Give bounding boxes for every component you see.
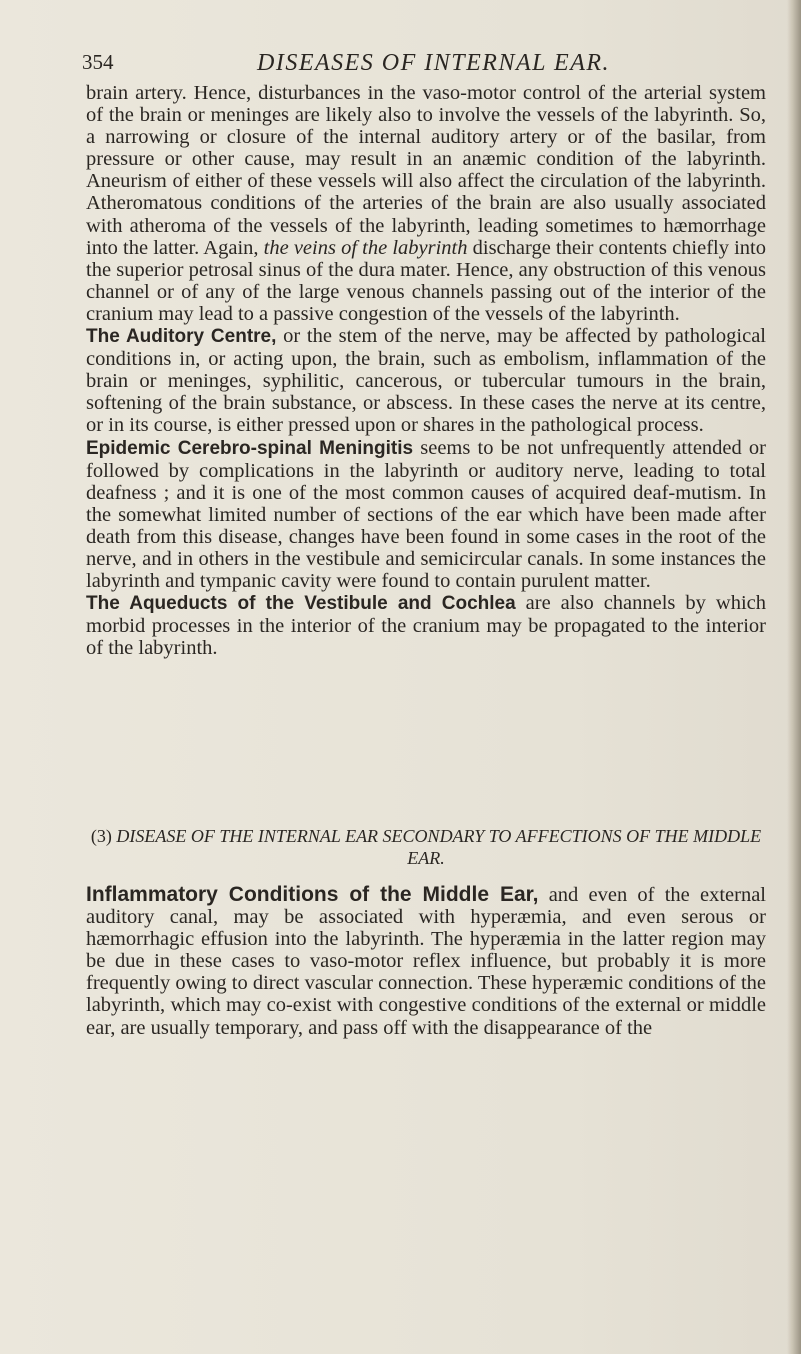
paragraph-auditory-centre <box>86 325 766 436</box>
section-heading <box>86 825 766 869</box>
section-body-text <box>86 884 766 1039</box>
paragraph-aqueducts-text: are also channels by which morbid processes in the interior of the cranium may be propagated to the interior of the labyrinth. <box>86 592 766 660</box>
page-edge-shadow <box>787 0 801 1354</box>
section-title: DISEASE OF THE INTERNAL EAR SECONDARY TO AFFECTIONS OF THE MIDDLE EAR. <box>116 826 762 868</box>
paragraph-inflammatory <box>86 884 766 1039</box>
paragraph-1-after: discharge their contents chiefly into the superior petrosal sinus of the dura mater. Hence, any obstruction of this venous channel or of any of the large venous channels passing out of the interior of the cranium may lead to a passive congestion of the vessels of the labyrinth. <box>86 236 767 325</box>
heading-inflammatory: Inflammatory Conditions of the Middle Ear, <box>86 883 539 906</box>
section-number: (3) <box>90 826 112 846</box>
heading-auditory-centre: The Auditory Centre, <box>86 326 277 348</box>
paragraph-aqueducts <box>86 592 766 659</box>
paragraph-meningitis <box>86 437 766 593</box>
paragraph-1-italic: the veins of the labyrinth <box>263 236 468 259</box>
heading-meningitis: Epidemic Cerebro-spinal Meningitis <box>86 437 414 459</box>
paragraph-inflammatory-text: and even of the external auditory canal, may be associated with hyperæmia, and even serous or hæmorrhagic effusion into the labyrinth. The hyperæmia in the latter region may be due in these cases to vaso-motor reflex influence, but probably it is more frequently owing to direct vascular connection. These hyperæmic conditions of the labyrinth, which may co-exist with congestive conditions of the external or middle ear, are usually temporary, and pass off with the disappearance of the <box>86 884 766 1039</box>
body-text <box>86 82 766 659</box>
paragraph-auditory-centre-text: or the stem of the nerve, may be affected by pathological conditions in, or acting upon, the brain, such as embolism, inflammation of the brain or meninges, syphilitic, cancerous, or tubercular tumours in the brain, softening of the brain substance, or abscess. In these cases the nerve at its centre, or in its course, is either pressed upon or shares in the pathological process. <box>86 325 766 437</box>
heading-aqueducts: The Aqueducts of the Vestibule and Cochlea <box>86 593 516 615</box>
running-title: DISEASES OF INTERNAL EAR. <box>257 50 611 76</box>
page-number: 354 <box>82 50 114 74</box>
paragraph-1 <box>86 82 766 325</box>
paragraph-meningitis-text: seems to be not unfrequently attended or followed by complications in the labyrinth or auditory nerve, leading to total deafness ; and it is one of the most common causes of acquired deaf-mutism. In the somewhat limited number of sections of the ear which have been made after death from this disease, changes have been found in some cases in the root of the nerve, and in others in the vestibule and semicircular canals. In some instances the labyrinth and tympanic cavity were found to contain purulent matter. <box>86 436 766 593</box>
paragraph-1-text: brain artery. Hence, disturbances in the vaso-motor control of the arterial system of the brain or meninges are likely also to involve the vessels of the labyrinth. So, a narrowing or closure of the internal auditory artery or of the basilar, from pressure or other cause, may result in an anæmic condition of the labyrinth. Aneurism of either of these vessels will also affect the circulation of the labyrinth. Atheromatous conditions of the arteries of the brain are also usually associated with atheroma of the vessels of the labyrinth, leading sometimes to hæmorrhage into the latter. Again, <box>86 82 766 259</box>
